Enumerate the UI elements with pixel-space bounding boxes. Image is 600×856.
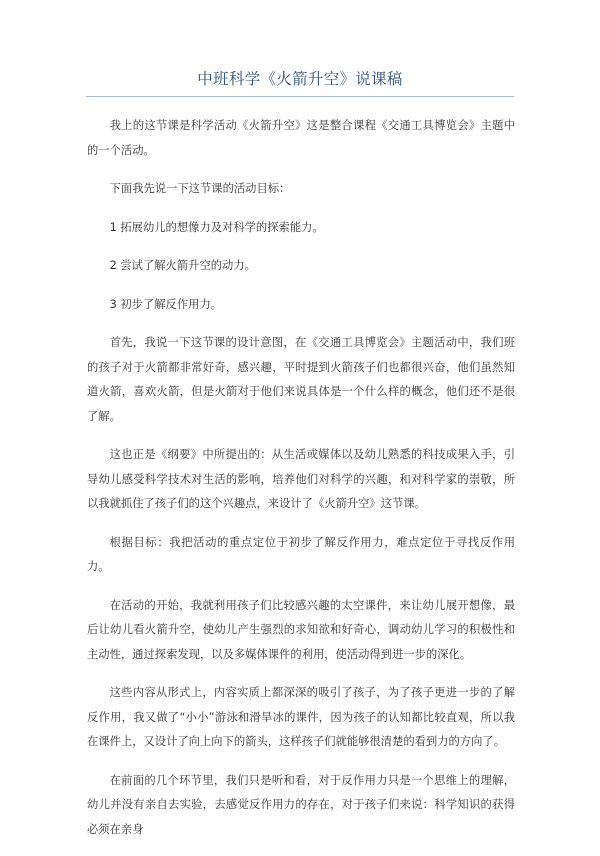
document-body [87,114,515,856]
paragraph-guidelines: 这也正是《纲要》中所提出的：从生活或媒体以及幼儿熟悉的科技成果入手，引导幼儿感受科学技术对生活的影响，培养他们对科学的兴趣，和对科学家的崇敬，所以我就抓住了孩子们的这个兴趣点，来设计了《火箭升空》这节课。 [87,448,515,510]
paragraph-design-intent: 首先，我说一下这节课的设计意图，在《交通工具博览会》主题活动中，我们班的孩子对于火箭都非常好奇，感兴趣，平时提到火箭孩子们也都很兴奋，他们虽然知道火箭，喜欢火箭，但是火箭对于他们来说具体是一个什么样的概念，他们还不是很了解。 [87,336,515,423]
paragraph-courseware: 这些内容从形式上，内容实质上都深深的吸引了孩子，为了孩子更进一步的了解反作用，我又做了“小小”游泳和滑旱冰的课件，因为孩子的认知都比较直观，所以我在课件上，又设计了向上向下的箭头，这样孩子们就能够很清楚的看到力的方向了。 [87,686,515,748]
paragraph-goal-2: 2 尝试了解火箭升空的动力。 [109,259,256,272]
paragraph-activity-start: 在活动的开始，我就利用孩子们比较感兴趣的太空课件，来让幼儿展开想像，最后让幼儿看火箭升空，使幼儿产生强烈的求知欲和好奇心，调动幼儿学习的积极性和主动性，通过探索发现，以及多媒体课件的利用，使活动得到进一步的深化。 [87,598,515,661]
paragraph-goal-1: 1 拓展幼儿的想像力及对科学的探索能力。 [109,220,324,234]
paragraph-goals-heading: 下面我先说一下这节课的活动目标： [109,182,291,195]
page-title: 中班科学《火箭升空》说课稿 [197,70,403,88]
paragraph-intro: 我上的这节课是科学活动《火箭升空》这是整合课程《交通工具博览会》主题中的一个活动。 [87,119,515,157]
paragraph-goal-3: 3 初步了解反作用力。 [109,297,223,311]
title-divider [86,96,514,97]
paragraph-experiment: 在前面的几个环节里，我们只是听和看，对于反作用力只是一个思维上的理解，幼儿并没有亲自去实验，去感觉反作用力的存在，对于孩子们来说：科学知识的获得必须在亲身 [87,773,515,836]
paragraph-focus: 根据目标：我把活动的重点定位于初步了解反作用力，难点定位于寻找反作用力。 [87,535,515,573]
